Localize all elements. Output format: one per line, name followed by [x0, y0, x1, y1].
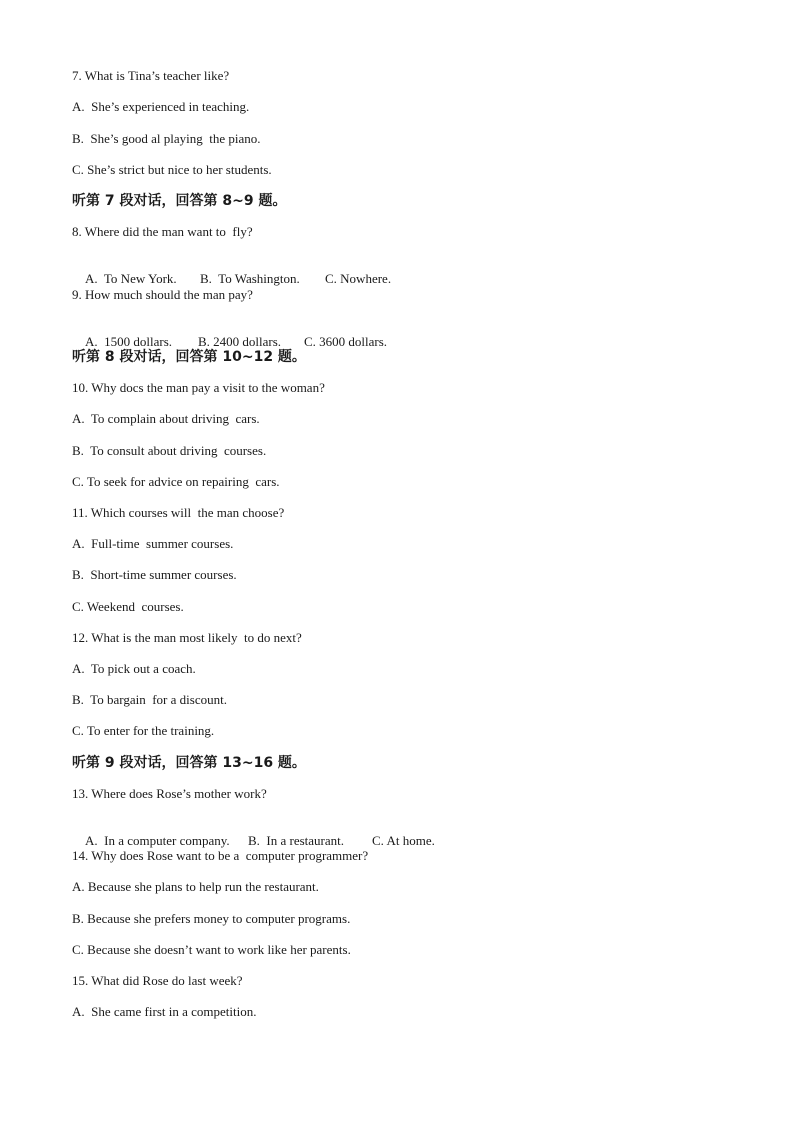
question-7-option-c: C. She’s strict but nice to her students. [72, 162, 272, 177]
question-12-option-a: A. To pick out a coach. [72, 661, 196, 676]
question-10: 10. Why docs the man pay a visit to the woman? [72, 380, 325, 395]
section-heading-8: 听第 8 段对话，回答第 10~12 题。 [72, 349, 306, 365]
question-14-option-b: B. Because she prefers money to computer programs. [72, 911, 351, 926]
question-7-option-b: B. She’s good al playing the piano. [72, 131, 261, 146]
question-8-option-a: A. To New York. [85, 271, 177, 286]
question-11-option-b: B. Short-time summer courses. [72, 567, 237, 582]
section-heading-7: 听第 7 段对话，回答第 8~9 题。 [72, 193, 287, 209]
question-13: 13. Where does Rose’s mother work? [72, 786, 267, 801]
question-9-option-b: B. 2400 dollars. [198, 334, 282, 349]
question-13-option-a: A. In a computer company. [85, 833, 230, 848]
question-15-option-a: A. She came first in a competition. [72, 1004, 257, 1019]
question-12-option-c: C. To enter for the training. [72, 723, 215, 738]
question-14-option-a: A. Because she plans to help run the restaurant. [72, 879, 319, 894]
question-8-option-b: B. To Washington. [200, 271, 300, 286]
question-9-option-c: C. 3600 dollars. [304, 334, 388, 349]
question-7: 7. What is Tina’s teacher like? [72, 68, 230, 83]
question-8-option-c: C. Nowhere. [325, 271, 392, 286]
question-9: 9. How much should the man pay? [72, 287, 253, 302]
question-7-option-a: A. She’s experienced in teaching. [72, 99, 250, 114]
question-10-option-c: C. To seek for advice on repairing cars. [72, 474, 280, 489]
question-10-option-b: B. To consult about driving courses. [72, 443, 267, 458]
question-10-option-a: A. To complain about driving cars. [72, 411, 260, 426]
question-12-option-b: B. To bargain for a discount. [72, 692, 227, 707]
question-12: 12. What is the man most likely to do next? [72, 630, 302, 645]
question-14: 14. Why does Rose want to be a computer programmer? [72, 848, 369, 863]
question-15: 15. What did Rose do last week? [72, 973, 243, 988]
question-13-option-c: C. At home. [372, 833, 435, 848]
question-13-option-b: B. In a restaurant. [248, 833, 345, 848]
question-11: 11. Which courses will the man choose? [72, 505, 285, 520]
question-9-option-a: A. 1500 dollars. [85, 334, 173, 349]
question-8: 8. Where did the man want to fly? [72, 224, 253, 239]
section-heading-9: 听第 9 段对话，回答第 13~16 题。 [72, 755, 306, 771]
question-14-option-c: C. Because she doesn’t want to work like her parents. [72, 942, 351, 957]
question-11-option-c: C. Weekend courses. [72, 599, 184, 614]
question-11-option-a: A. Full-time summer courses. [72, 536, 234, 551]
